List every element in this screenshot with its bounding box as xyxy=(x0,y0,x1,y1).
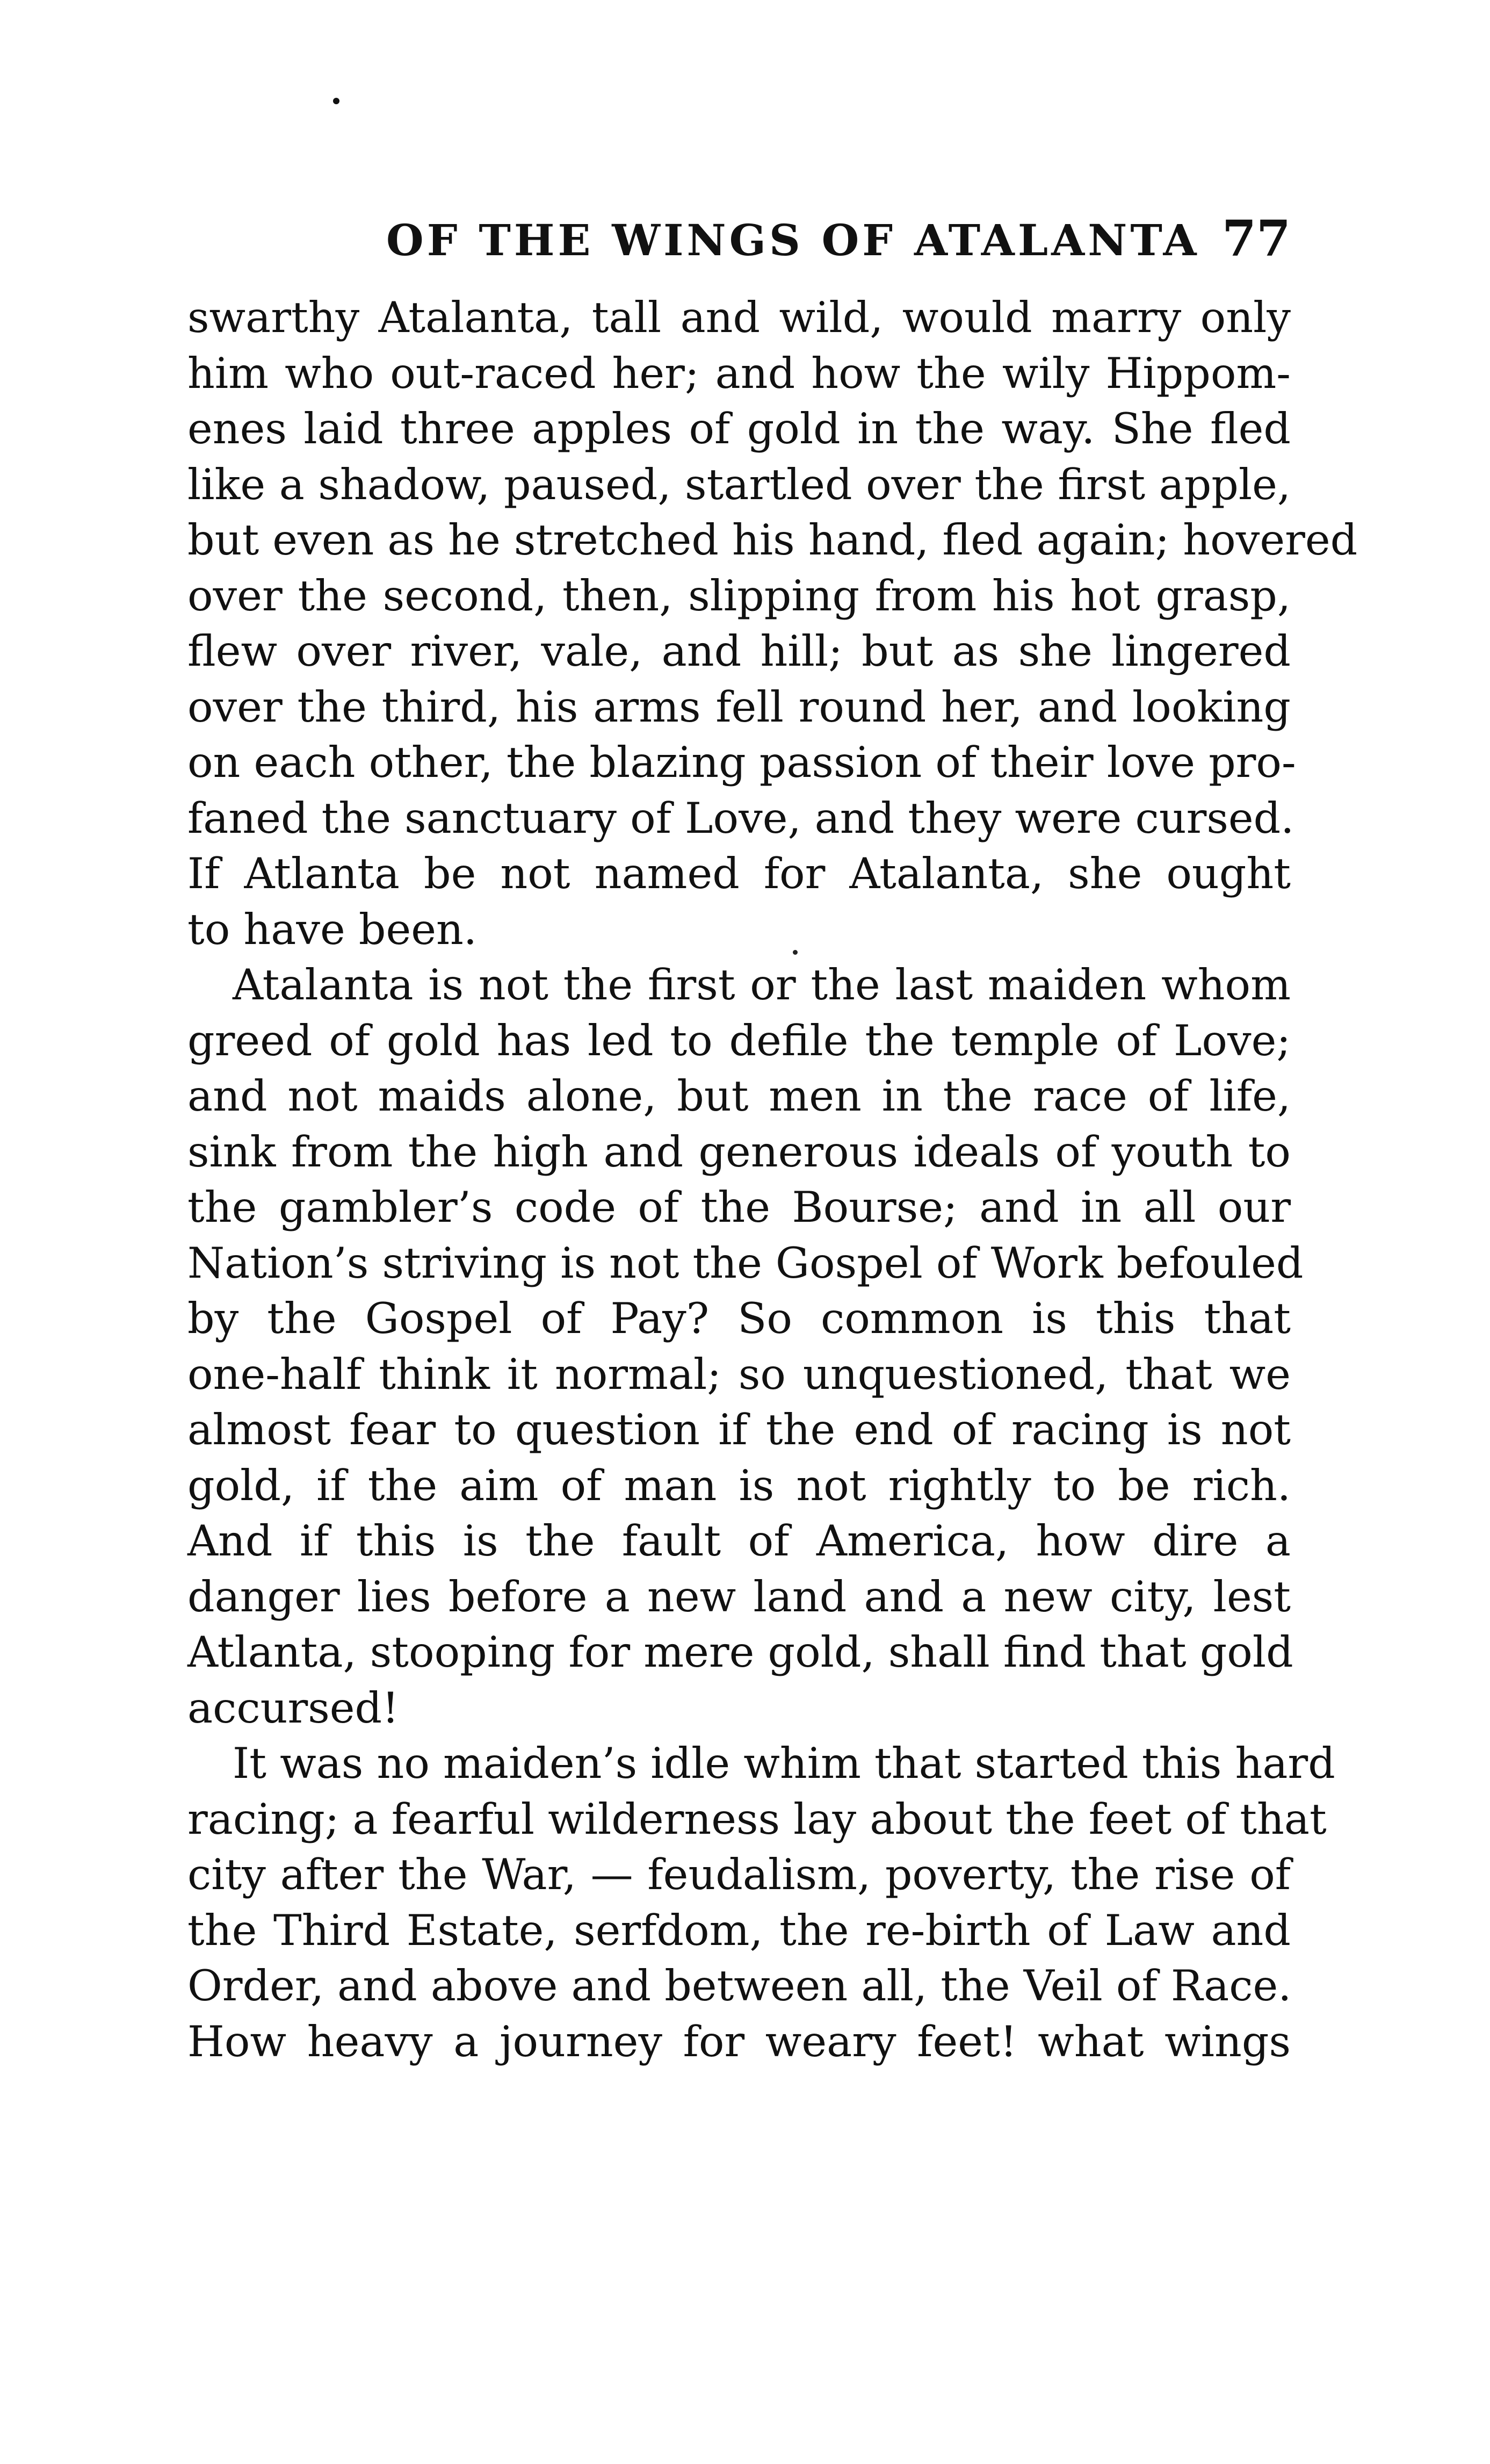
paragraph-3 xyxy=(187,1736,1335,2070)
text-line: like a shadow, paused, startled over the first apple, xyxy=(187,459,1291,509)
paragraph-2 xyxy=(187,957,1304,1736)
text-line: over the second, then, slipping from his hot grasp, xyxy=(187,571,1291,621)
paragraph-1 xyxy=(187,290,1358,957)
text-line: on each other, the blazing passion of their love pro- xyxy=(187,738,1296,787)
text-line: It was no maiden’s idle whim that started this hard xyxy=(233,1739,1335,1788)
text-line: enes laid three apples of gold in the way. She fled xyxy=(187,404,1291,453)
text-line: but even as he stretched his hand, fled again; hovered xyxy=(187,515,1358,565)
text-line: flew over river, vale, and hill; but as she lingered xyxy=(187,626,1291,676)
text-line: Nation’s striving is not the Gospel of Work befouled xyxy=(187,1238,1304,1288)
running-header xyxy=(187,204,1291,269)
text-line: danger lies before a new land and a new city, lest xyxy=(187,1572,1291,1622)
text-line: the Third Estate, serfdom, the re-birth of Law and xyxy=(187,1905,1291,1955)
text-line: and not maids alone, but men in the race of life, xyxy=(187,1071,1291,1121)
text-line: greed of gold has led to defile the temple of Love; xyxy=(187,1015,1291,1065)
text-line: over the third, his arms fell round her, and looking xyxy=(187,682,1291,732)
ink-speck xyxy=(333,98,339,104)
text-line: him who out-raced her; and how the wily Hippom- xyxy=(187,348,1291,398)
text-line: city after the War, — feudalism, poverty, the rise of xyxy=(187,1850,1291,1899)
text-line: swarthy Atalanta, tall and wild, would marry only xyxy=(187,293,1291,342)
text-line: Atlanta, stooping for mere gold, shall find that gold xyxy=(187,1627,1293,1677)
text-line: the gambler’s code of the Bourse; and in all our xyxy=(187,1183,1291,1232)
text-line: to have been. xyxy=(187,904,477,954)
text-line: gold, if the aim of man is not rightly to be rich. xyxy=(187,1460,1291,1510)
text-line: If Atlanta be not named for Atalanta, she ought xyxy=(187,849,1291,898)
text-line: accursed! xyxy=(187,1683,399,1733)
text-line: Atalanta is not the first or the last maiden whom xyxy=(233,960,1291,1010)
text-line: How heavy a journey for weary feet! what wings xyxy=(187,2016,1291,2066)
page-number: 77 xyxy=(1221,210,1291,268)
running-title: OF THE WINGS OF ATALANTA xyxy=(386,215,1200,265)
text-line: one-half think it normal; so unquestioned, that we xyxy=(187,1349,1291,1399)
text-line: by the Gospel of Pay? So common is this that xyxy=(187,1294,1291,1343)
body-text xyxy=(187,290,1358,2070)
text-line: faned the sanctuary of Love, and they were cursed. xyxy=(187,793,1294,843)
text-line: sink from the high and generous ideals of youth to xyxy=(187,1127,1291,1177)
text-line: almost fear to question if the end of racing is not xyxy=(187,1405,1291,1454)
text-line: And if this is the fault of America, how dire a xyxy=(187,1516,1291,1566)
text-line: Order, and above and between all, the Veil of Race. xyxy=(187,1961,1292,2011)
text-line: racing; a fearful wilderness lay about the feet of that xyxy=(187,1794,1327,1844)
